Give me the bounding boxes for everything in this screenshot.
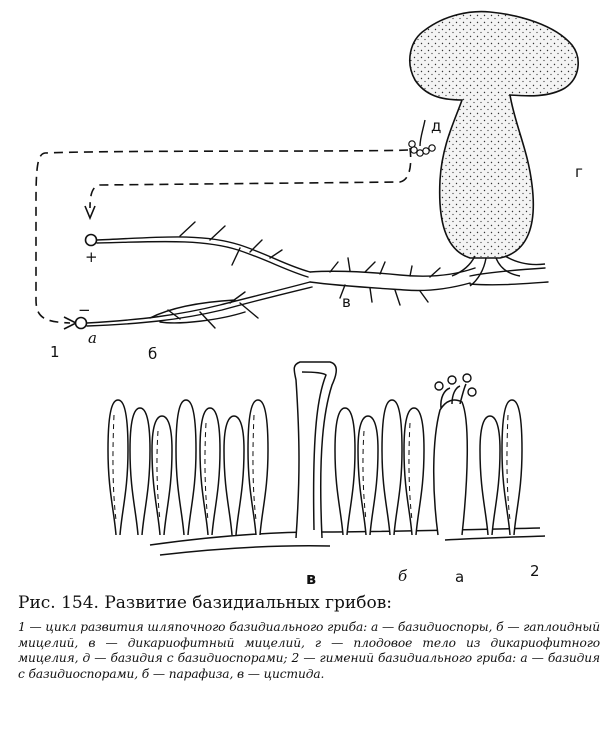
- life-cycle-diagram: [36, 12, 578, 329]
- label-two: 2: [530, 562, 540, 580]
- hymenium-cell: [335, 408, 355, 535]
- hymenium-cell: [404, 408, 424, 535]
- cystidium: [294, 362, 336, 538]
- hymenium-cell: [502, 400, 522, 535]
- hymenium-cell: [224, 416, 244, 535]
- hymenium-cell: [176, 400, 196, 535]
- caption-body: 1 — цикл развития шляпочного базидиального гриба: а — базидиоспоры, б — гаплоидный мицелий, в — дикариофитный мицелий, г — плодовое тело из дикариофитного мицелия, д — базидия с базидиоспорами; 2 — гимений базидиального гриба: а — базидия с базидиоспорами, б — парафиза, в — цистида.: [18, 620, 600, 681]
- label-minus: −: [78, 301, 91, 319]
- label-a: а: [88, 329, 97, 347]
- hymenium-cell: [152, 416, 172, 535]
- spore-minus: [76, 318, 87, 329]
- hymenium-diagram: [108, 362, 545, 555]
- label-hymenium-v: в: [306, 569, 317, 588]
- label-g: г: [575, 163, 583, 181]
- label-one: 1: [50, 343, 60, 361]
- label-d: д: [431, 117, 442, 135]
- hymenium-cell: [200, 408, 220, 535]
- caption-title: Рис. 154. Развитие базидиальных грибов:: [18, 593, 392, 613]
- hymenium-cell: [382, 400, 402, 535]
- hymenium-cell: [358, 416, 378, 535]
- spore-plus: [86, 235, 97, 246]
- hymenium-cell: [108, 400, 128, 535]
- label-hymenium-a: а: [455, 568, 465, 586]
- basidium: [434, 400, 468, 535]
- label-plus: +: [85, 248, 98, 266]
- hymenium-cell: [480, 416, 500, 535]
- spore-dispersal-path-upper: [90, 148, 411, 208]
- label-hymenium-b: б: [398, 567, 408, 585]
- hymenium-cell: [248, 400, 268, 535]
- label-v: в: [342, 293, 351, 311]
- label-b: б: [148, 345, 158, 363]
- figure-caption: [18, 592, 600, 682]
- hymenium-cell: [130, 408, 150, 535]
